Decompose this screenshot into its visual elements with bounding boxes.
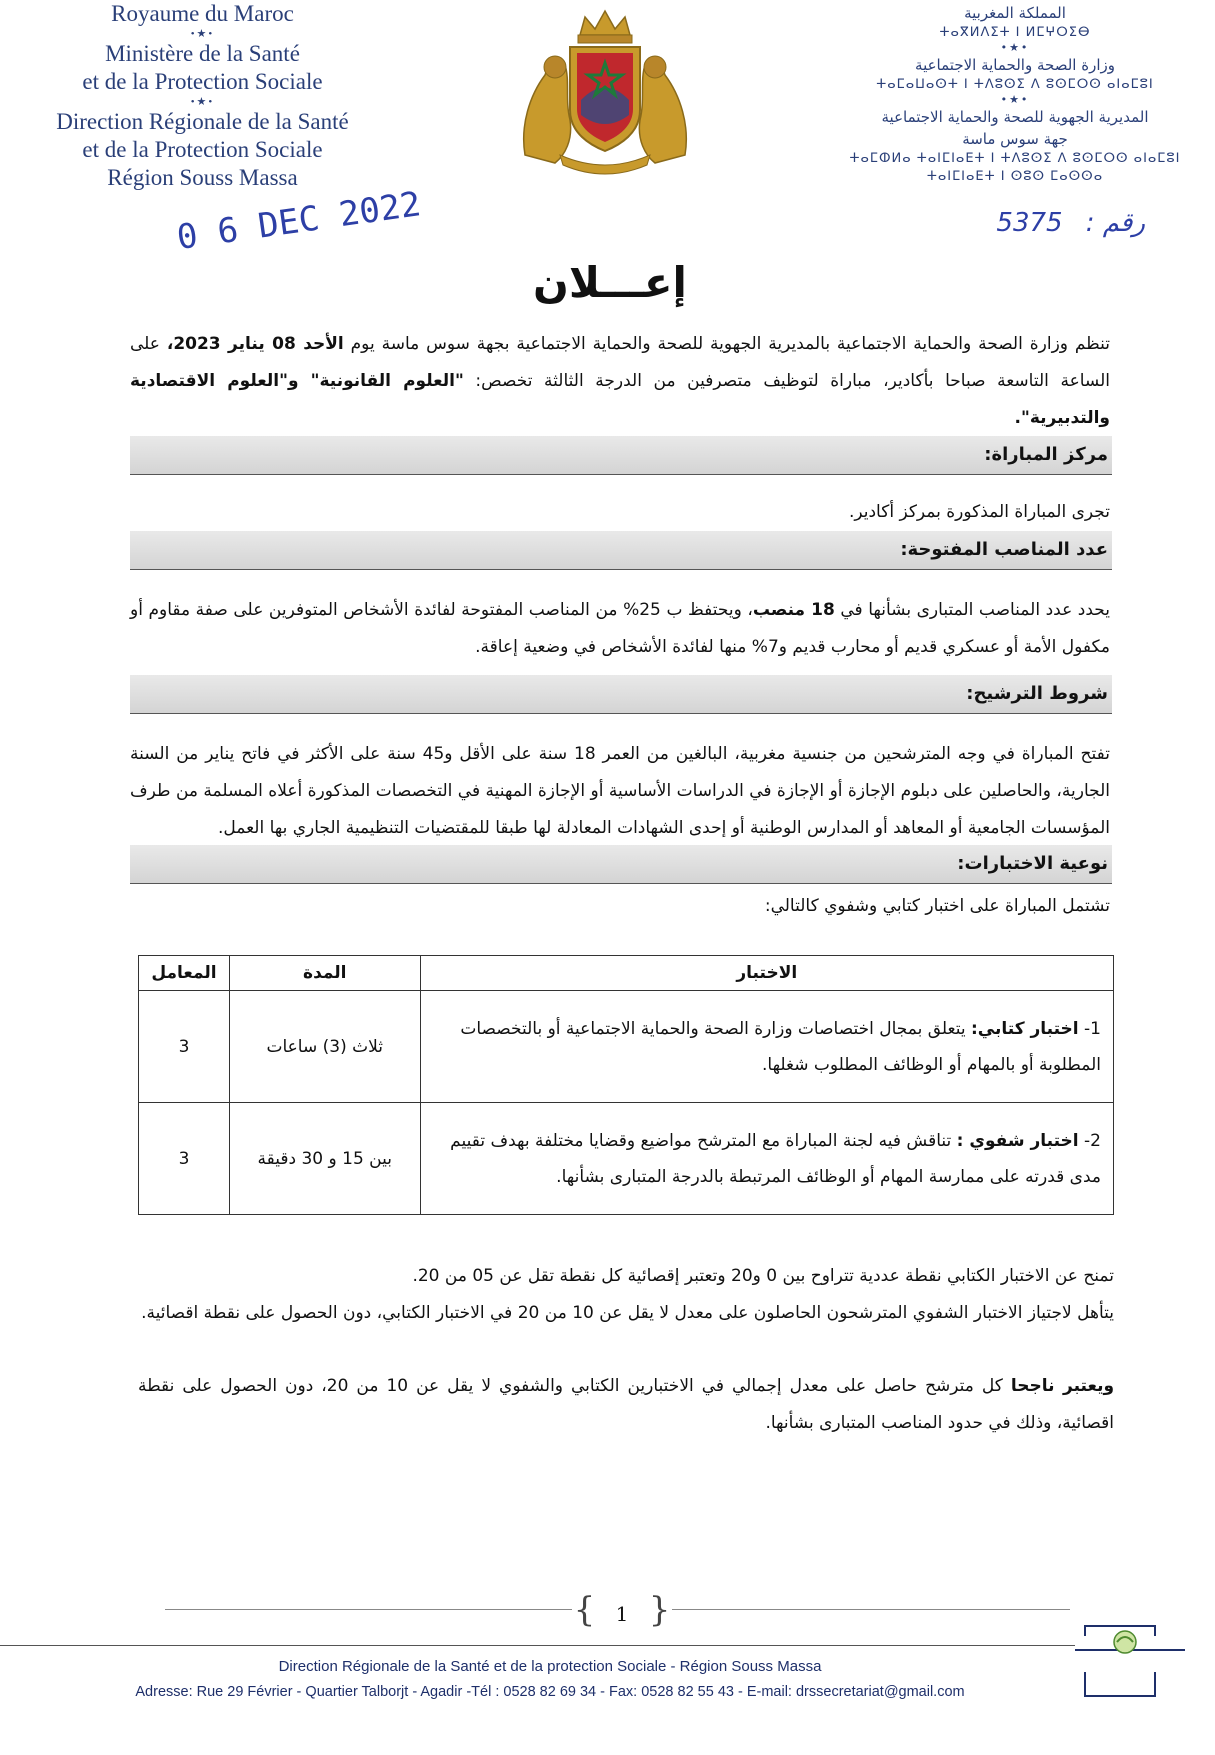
closing-success-text: كل مترشح حاصل على معدل إجمالي في الاختبارين الكتابي والشفوي لا يقل عن 10 من 20، دون الحصول على نقطة اقصائية، وذلك في حدود المناصب المتبارى بشأنها. xyxy=(138,1376,1114,1433)
header-fr-ministry-1: Ministère de la Santé xyxy=(105,41,300,66)
section-heading-exams: نوعية الاختبارات: xyxy=(130,845,1112,884)
header-ar xyxy=(830,2,1200,186)
table-header-duration: المدة xyxy=(229,956,420,991)
header-ar-ministry-tifinagh: ⵜⴰⵎⴰⵡⴰⵙⵜ ⵏ ⵜⴷⵓⵙⵉ ⴷ ⵓⵙⵎⵔⵙ ⴰⵏⴰⵎⵓⵏ xyxy=(876,77,1154,92)
table-cell-coefficient: 3 xyxy=(139,991,230,1103)
header-fr-separator: •★• xyxy=(190,96,215,108)
posts-count: 18 منصب xyxy=(752,600,835,620)
intro-specialties: "العلوم القانونية" و"العلوم الاقتصادية والتدبيرية". xyxy=(130,371,1110,428)
reference-number: 5375 xyxy=(996,208,1063,238)
table-cell-exam xyxy=(420,991,1113,1103)
page-number-box: { 1 } xyxy=(573,1590,671,1630)
table-cell-coefficient: 3 xyxy=(139,1103,230,1215)
exam-number: 2- xyxy=(1084,1130,1101,1151)
table-header-coefficient: المعامل xyxy=(139,956,230,991)
intro-text-1: تنظم وزارة الصحة والحماية الاجتماعية بالمديرية الجهوية للصحة والحماية الاجتماعية بجهة سوس ماسة يوم xyxy=(343,334,1110,354)
header-fr xyxy=(20,0,385,192)
header-fr-kingdom: Royaume du Maroc xyxy=(111,1,294,26)
header-ar-separator: •★• xyxy=(1000,41,1030,54)
header-ar-separator: •★• xyxy=(1000,93,1030,106)
page-number: 1 xyxy=(615,1602,629,1626)
header-fr-direction-1: Direction Régionale de la Santé xyxy=(56,109,349,134)
intro-text-2: على الساعة التاسعة صباحا بأكادير، مباراة لتوظيف متصرفين من الدرجة الثالثة تخصص: xyxy=(130,334,1110,391)
table-row xyxy=(139,991,1114,1103)
header-fr-direction-2: et de la Protection Sociale xyxy=(82,137,323,162)
exams-table xyxy=(138,955,1114,1215)
header-ar-kingdom: المملكة المغربية xyxy=(964,4,1066,22)
intro-date: الأحد 08 يناير 2023، xyxy=(166,334,344,354)
reference-label: رقم : xyxy=(1085,208,1145,238)
regional-logo-icon xyxy=(1075,1622,1185,1702)
exam-name: اختبار كتابي: xyxy=(970,1018,1079,1039)
header-ar-direction: المديرية الجهوية للصحة والحماية الاجتماعية xyxy=(881,108,1149,126)
footer-address: Adresse: Rue 29 Février - Quartier Talborjt - Agadir -Tél : 0528 82 69 34 - Fax: 0528 82 55 43 - E-mail: drssecretariat@gmail.com xyxy=(135,1684,965,1700)
header-ar-region: جهة سوس ماسة xyxy=(962,130,1068,148)
section-heading-conditions: شروط الترشيح: xyxy=(130,675,1112,714)
footer-rule xyxy=(0,1645,1075,1646)
header-ar-kingdom-tifinagh: ⵜⴰⴳⵍⴷⵉⵜ ⵏ ⵍⵎⵖⵔⵉⴱ xyxy=(939,25,1091,40)
closing-success-label: ويعتبر ناجحا xyxy=(1010,1376,1115,1396)
date-stamp: 0 6 DEC 2022 xyxy=(174,184,424,258)
header-fr-ministry-2: et de la Protection Sociale xyxy=(82,69,323,94)
section-heading-center: مركز المباراة: xyxy=(130,436,1112,475)
table-cell-exam xyxy=(420,1103,1113,1215)
exam-name: اختبار شفوي : xyxy=(956,1130,1079,1151)
closing-paragraph-2: يتأهل لاجتياز الاختبار الشفوي المترشحون الحاصلون على معدل لا يقل عن 10 من 20 في الاختبار الكتابي، دون الحصول على نقطة اقصائية. xyxy=(141,1303,1114,1323)
table-header-exam: الاختبار xyxy=(420,956,1113,991)
header-fr-region: Région Souss Massa xyxy=(107,165,298,190)
center-text: تجرى المباراة المذكورة بمركز أكادير. xyxy=(848,502,1110,522)
table-cell-duration: ثلاث (3) ساعات xyxy=(229,991,420,1103)
reference xyxy=(975,208,1145,238)
exam-description: يتعلق بمجال اختصاصات وزارة الصحة والحماية الاجتماعية أو بالتخصصات المطلوبة أو بالمهام أو الوظائف المطلوب شغلها. xyxy=(460,1018,1101,1075)
header-ar-region-tifinagh: ⵜⴰⵏⵎⵏⴰⴹⵜ ⵏ ⵙⵓⵙ ⵎⴰⵙⵙⴰ xyxy=(926,169,1104,184)
coat-of-arms-icon xyxy=(515,5,695,175)
table-header-row xyxy=(139,956,1114,991)
posts-text-1: يحدد عدد المناصب المتبارى بشأنها في xyxy=(834,600,1111,620)
exams-intro: تشتمل المباراة على اختبار كتابي وشفوي كالتالي: xyxy=(764,896,1110,916)
exam-number: 1- xyxy=(1084,1018,1101,1039)
header-fr-separator: •★• xyxy=(190,28,215,40)
section-heading-posts: عدد المناصب المفتوحة: xyxy=(130,531,1112,570)
footer-direction: Direction Régionale de la Santé et de la protection Sociale - Région Souss Massa xyxy=(278,1658,822,1675)
closing-paragraph-1: تمنح عن الاختبار الكتابي نقطة عددية تتراوح بين 0 و20 وتعتبر إقصائية كل نقطة تقل عن 05 من 20. xyxy=(412,1266,1114,1286)
page-title: إعـــلان xyxy=(533,258,687,307)
header-ar-direction-tifinagh: ⵜⴰⵎⵀⵍⴰ ⵜⴰⵏⵎⵏⴰⴹⵜ ⵏ ⵜⴷⵓⵙⵉ ⴷ ⵓⵙⵎⵔⵙ ⴰⵏⴰⵎⵓⵏ xyxy=(849,151,1181,166)
table-row xyxy=(139,1103,1114,1215)
header-ar-ministry: وزارة الصحة والحماية الاجتماعية xyxy=(915,56,1115,74)
intro-paragraph xyxy=(130,326,1110,437)
posts-text-2: ، ويحتفظ ب 25% من المناصب المفتوحة لفائدة الأشخاص المتوفرين على صفة مقاوم أو مكفول الأمة أو عسكري قديم أو محارب قديم و7% منها لفائدة الأشخاص في وضعية إعاقة. xyxy=(130,600,1110,657)
exam-description: تناقش فيه لجنة المباراة مع المترشح مواضيع وقضايا مختلفة بهدف تقييم مدى قدرته على ممارسة المهام أو الوظائف المرتبطة بالدرجة المتبارى بشأنها. xyxy=(450,1130,1101,1187)
conditions-text: تفتح المباراة في وجه المترشحين من جنسية مغربية، البالغين من العمر 18 سنة على الأقل و45 سنة على الأكثر في فاتح يناير من السنة الجارية، والحاصلين على دبلوم الإجازة أو الإجازة في الدراسات الأساسية أو الإجازة المهنية في التخصصات المذكورة أعلاه المسلمة من طرف المؤسسات الجامعية أو المعاهد أو المدارس الوطنية أو إحدى الشهادات المعادلة لها طبقا للمقتضيات التنظيمية الجاري بها العمل. xyxy=(130,744,1110,838)
table-cell-duration: بين 15 و 30 دقيقة xyxy=(229,1103,420,1215)
closing-paragraph-3 xyxy=(138,1368,1114,1442)
posts-paragraph xyxy=(130,592,1110,666)
